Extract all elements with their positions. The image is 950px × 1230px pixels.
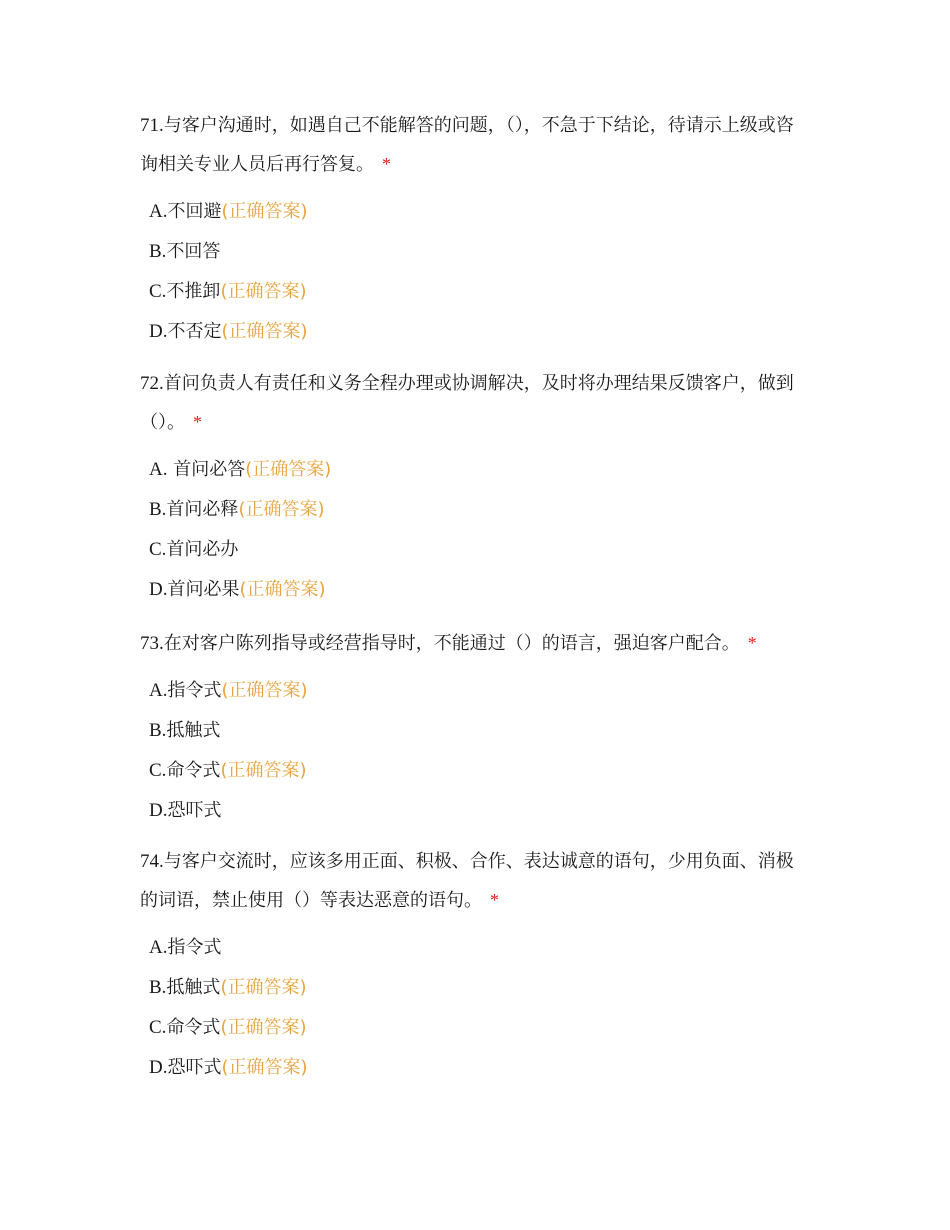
required-mark: * bbox=[193, 412, 202, 432]
question-text bbox=[140, 107, 810, 184]
option-a[interactable] bbox=[140, 192, 810, 232]
option-letter: B. bbox=[149, 499, 167, 520]
question-text bbox=[140, 843, 810, 920]
option-c[interactable] bbox=[140, 751, 810, 791]
option-b[interactable] bbox=[140, 232, 810, 272]
option-b[interactable] bbox=[140, 968, 810, 1008]
question-72 bbox=[140, 365, 810, 610]
option-c[interactable] bbox=[140, 530, 810, 570]
option-text: 指令式 bbox=[167, 937, 222, 958]
required-mark: * bbox=[747, 633, 757, 653]
correct-answer-label: (正确答案) bbox=[221, 680, 308, 701]
option-text: 恐吓式 bbox=[167, 800, 222, 821]
required-mark: * bbox=[490, 890, 499, 910]
option-d[interactable] bbox=[140, 1048, 810, 1088]
option-list bbox=[140, 928, 810, 1088]
question-stem: 首问负责人有责任和义务全程办理或协调解决，及时将办理结果反馈客户，做到（）。 bbox=[140, 373, 794, 433]
option-d[interactable] bbox=[140, 791, 810, 831]
option-letter: D. bbox=[149, 321, 168, 342]
option-list bbox=[140, 192, 810, 352]
correct-answer-label: (正确答案) bbox=[220, 760, 307, 781]
question-number: 73. bbox=[140, 633, 164, 654]
option-a[interactable] bbox=[140, 928, 810, 968]
option-text: 不回避 bbox=[167, 201, 222, 222]
option-letter: C. bbox=[149, 1017, 167, 1038]
correct-answer-label: (正确答案) bbox=[220, 1017, 307, 1038]
option-text: 首问必果 bbox=[167, 579, 240, 600]
question-stem: 与客户沟通时，如遇自己不能解答的问题，（），不急于下结论，待请示上级或咨询相关专业人员后再行答复。 bbox=[140, 115, 794, 175]
question-text bbox=[140, 624, 810, 663]
question-number: 72. bbox=[140, 373, 164, 394]
question-71 bbox=[140, 107, 810, 352]
option-list bbox=[140, 450, 810, 610]
option-text: 抵触式 bbox=[166, 977, 221, 998]
correct-answer-label: (正确答案) bbox=[220, 977, 307, 998]
correct-answer-label: (正确答案) bbox=[220, 281, 307, 302]
question-text bbox=[140, 365, 810, 442]
option-text: 恐吓式 bbox=[167, 1057, 222, 1078]
question-number: 74. bbox=[140, 851, 164, 872]
option-a[interactable] bbox=[140, 671, 810, 711]
option-b[interactable] bbox=[140, 711, 810, 751]
question-number: 71. bbox=[140, 115, 164, 136]
question-stem: 在对客户陈列指导或经营指导时，不能通过（）的语言，强迫客户配合。 bbox=[163, 633, 740, 654]
option-letter: B. bbox=[149, 977, 167, 998]
option-letter: B. bbox=[149, 720, 167, 741]
correct-answer-label: (正确答案) bbox=[239, 579, 326, 600]
option-text: 指令式 bbox=[167, 680, 222, 701]
option-c[interactable] bbox=[140, 272, 810, 312]
question-73 bbox=[140, 624, 810, 831]
option-text: 首问必办 bbox=[166, 539, 239, 560]
option-letter: B. bbox=[149, 241, 167, 262]
required-mark: * bbox=[382, 154, 391, 174]
correct-answer-label: (正确答案) bbox=[221, 201, 308, 222]
option-b[interactable] bbox=[140, 490, 810, 530]
option-letter: D. bbox=[149, 800, 168, 821]
option-letter: D. bbox=[149, 579, 168, 600]
option-d[interactable] bbox=[140, 312, 810, 352]
correct-answer-label: (正确答案) bbox=[245, 459, 332, 480]
correct-answer-label: (正确答案) bbox=[238, 499, 325, 520]
option-text: 命令式 bbox=[166, 760, 221, 781]
option-letter: C. bbox=[149, 539, 167, 560]
option-list bbox=[140, 671, 810, 831]
option-text: 不否定 bbox=[167, 321, 222, 342]
option-letter: C. bbox=[149, 281, 167, 302]
question-stem: 与客户交流时，应该多用正面、积极、合作、表达诚意的语句，少用负面、消极的词语，禁止使用（）等表达恶意的语句。 bbox=[140, 851, 794, 911]
option-c[interactable] bbox=[140, 1008, 810, 1048]
question-74 bbox=[140, 843, 810, 1088]
option-text: 不回答 bbox=[166, 241, 221, 262]
option-text: 命令式 bbox=[166, 1017, 221, 1038]
option-a[interactable] bbox=[140, 450, 810, 490]
option-letter: A. bbox=[149, 937, 168, 958]
option-letter: C. bbox=[149, 760, 167, 781]
option-letter: A. bbox=[149, 680, 168, 701]
option-letter: D. bbox=[149, 1057, 168, 1078]
option-text: 不推卸 bbox=[166, 281, 221, 302]
option-letter: A. bbox=[149, 459, 168, 480]
option-text: 首问必答 bbox=[167, 459, 246, 480]
correct-answer-label: (正确答案) bbox=[221, 321, 308, 342]
correct-answer-label: (正确答案) bbox=[221, 1057, 308, 1078]
option-d[interactable] bbox=[140, 570, 810, 610]
option-letter: A. bbox=[149, 201, 168, 222]
option-text: 首问必释 bbox=[166, 499, 239, 520]
option-text: 抵触式 bbox=[166, 720, 221, 741]
